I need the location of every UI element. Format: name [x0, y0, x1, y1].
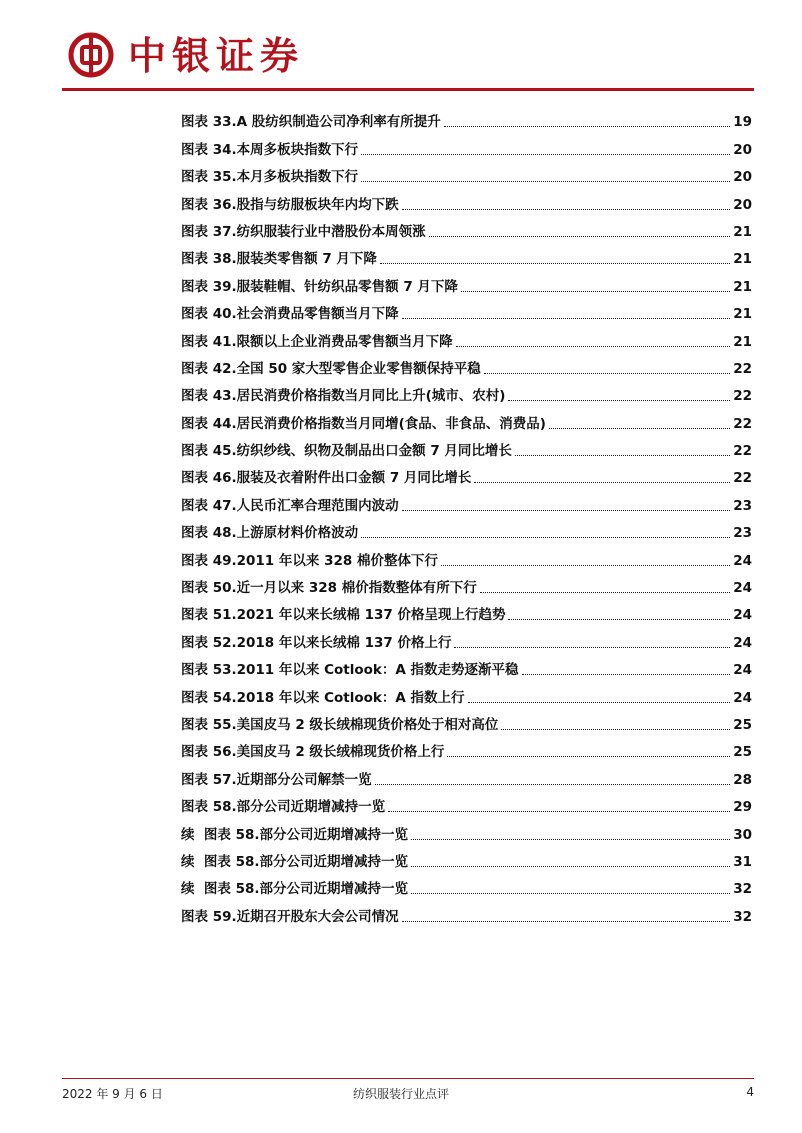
toc-dot-leader: [402, 209, 731, 210]
toc-dot-leader: [402, 921, 731, 922]
toc-entry-page: 20: [733, 169, 752, 186]
footer-divider: [62, 1078, 754, 1079]
toc-dot-leader: [380, 263, 730, 264]
toc-entry-prefix: 续: [181, 853, 204, 870]
toc-dot-leader: [447, 756, 730, 757]
toc-entry[interactable]: [181, 844, 752, 871]
toc-entry[interactable]: [181, 186, 752, 213]
toc-entry-page: 28: [733, 771, 752, 788]
toc-entry-title: 图表 38.服装类零售额 7 月下降: [181, 251, 377, 268]
toc-entry[interactable]: [181, 898, 752, 925]
toc-entry-page: 25: [733, 716, 752, 733]
toc-entry[interactable]: [181, 159, 752, 186]
toc-entry-title: 图表 55.美国皮马 2 级长绒棉现货价格处于相对高位: [181, 716, 499, 733]
toc-entry-page: 22: [733, 470, 752, 487]
toc-entry-title: 图表 41.限额以上企业消费品零售额当月下降: [181, 333, 453, 350]
toc-entry-page: 24: [733, 580, 752, 597]
toc-entry-page: 32: [733, 881, 752, 898]
toc-entry-title: 图表 54.2018 年以来 Cotlook：A 指数上行: [181, 689, 465, 706]
toc-dot-leader: [508, 619, 730, 620]
toc-entry-page: 24: [733, 552, 752, 569]
toc-entry-page: 21: [733, 223, 752, 240]
toc-entry[interactable]: [181, 761, 752, 788]
toc-dot-leader: [441, 565, 730, 566]
toc-entry-title: 图表 58.部分公司近期增减持一览: [203, 826, 409, 843]
toc-entry[interactable]: [181, 131, 752, 158]
toc-dot-leader: [411, 893, 730, 894]
toc-entry-title: 图表 57.近期部分公司解禁一览: [181, 771, 372, 788]
toc-entry-page: 24: [733, 662, 752, 679]
toc-dot-leader: [508, 400, 730, 401]
toc-dot-leader: [461, 291, 730, 292]
toc-dot-leader: [411, 839, 730, 840]
toc-dot-leader: [361, 181, 730, 182]
toc-entry-page: 21: [733, 278, 752, 295]
toc-entry-title: 图表 42.全国 50 家大型零售企业零售额保持平稳: [181, 360, 481, 377]
toc-entry[interactable]: [181, 679, 752, 706]
toc-entry-title: 图表 46.服装及衣着附件出口金额 7 月同比增长: [181, 470, 472, 487]
report-date: 2022 年 9 月 6 日: [62, 1087, 163, 1101]
toc-entry[interactable]: [181, 816, 752, 843]
toc-entry-page: 23: [733, 525, 752, 542]
toc-entry-page: 25: [733, 744, 752, 761]
toc-dot-leader: [549, 428, 730, 429]
toc-entry[interactable]: [181, 214, 752, 241]
toc-entry-page: 22: [733, 388, 752, 405]
toc-entry[interactable]: [181, 707, 752, 734]
toc-dot-leader: [474, 482, 730, 483]
toc-entry-title: 图表 51.2021 年以来长绒棉 137 价格呈现上行趋势: [181, 607, 506, 624]
toc-dot-leader: [402, 318, 731, 319]
toc-entry[interactable]: [181, 405, 752, 432]
toc-dot-leader: [361, 537, 730, 538]
toc-entry[interactable]: [181, 296, 752, 323]
toc-entry[interactable]: [181, 515, 752, 542]
toc-dot-leader: [484, 373, 730, 374]
toc-entry-page: 24: [733, 634, 752, 651]
toc-entry-prefix: 续: [181, 826, 204, 843]
toc-dot-leader: [375, 784, 731, 785]
toc-entry-title: 图表 47.人民币汇率合理范围内波动: [181, 497, 399, 514]
toc-entry-title: 图表 35.本月多板块指数下行: [181, 169, 359, 186]
toc-entry[interactable]: [181, 433, 752, 460]
toc-dot-leader: [361, 154, 730, 155]
toc-entry-page: 24: [733, 607, 752, 624]
toc-entry[interactable]: [181, 378, 752, 405]
toc-entry[interactable]: [181, 570, 752, 597]
toc-entry-page: 32: [733, 908, 752, 925]
page-number: 4: [746, 1085, 754, 1099]
toc-entry[interactable]: [181, 351, 752, 378]
toc-dot-leader: [468, 702, 731, 703]
toc-entry[interactable]: [181, 460, 752, 487]
toc-entry-title: 图表 39.服装鞋帽、针纺织品零售额 7 月下降: [181, 278, 458, 295]
toc-entry[interactable]: [181, 487, 752, 514]
toc-entry-title: 图表 52.2018 年以来长绒棉 137 价格上行: [181, 634, 452, 651]
toc-entry-title: 图表 44.居民消费价格指数当月同增(食品、非食品、消费品): [181, 415, 546, 432]
toc-entry[interactable]: [181, 597, 752, 624]
toc-entry[interactable]: [181, 734, 752, 761]
toc-dot-leader: [456, 346, 731, 347]
toc-dot-leader: [501, 729, 730, 730]
page-header: [60, 30, 760, 90]
toc-entry-page: 20: [733, 141, 752, 158]
report-type: 纺织服装行业点评: [352, 1087, 449, 1101]
toc-entry-page: 19: [733, 114, 752, 131]
toc-entry-title: 图表 37.纺织服装行业中潜股份本周领涨: [181, 223, 426, 240]
toc-entry-page: 23: [733, 497, 752, 514]
toc-dot-leader: [411, 866, 730, 867]
toc-entry[interactable]: [181, 871, 752, 898]
toc-entry-page: 29: [733, 799, 752, 816]
toc-entry-title: 图表 40.社会消费品零售额当月下降: [181, 306, 399, 323]
toc-entry-title: 图表 56.美国皮马 2 级长绒棉现货价格上行: [181, 744, 445, 761]
toc-entry-page: 30: [733, 826, 752, 843]
toc-entry-page: 21: [733, 251, 752, 268]
brand-name: 中银证券: [128, 33, 305, 78]
toc-entry[interactable]: [181, 104, 752, 131]
toc-entry-prefix: 续: [181, 881, 204, 898]
toc-entry-title: 图表 49.2011 年以来 328 棉价整体下行: [181, 552, 438, 569]
toc-entry[interactable]: [181, 789, 752, 816]
toc-entry-page: 24: [733, 689, 752, 706]
toc-entry[interactable]: [181, 268, 752, 295]
toc-entry-title: 图表 58.部分公司近期增减持一览: [181, 799, 386, 816]
toc-entry[interactable]: [181, 542, 752, 569]
header-divider: [62, 88, 754, 91]
toc-entry-page: 21: [733, 333, 752, 350]
toc-entry-page: 22: [733, 443, 752, 460]
toc-entry[interactable]: [181, 241, 752, 268]
figure-index-list: [181, 104, 752, 926]
bank-of-china-logo-icon: [68, 32, 114, 78]
toc-entry-title: 图表 45.纺织纱线、织物及制品出口金额 7 月同比增长: [181, 443, 512, 460]
toc-dot-leader: [444, 126, 730, 127]
toc-entry[interactable]: [181, 323, 752, 350]
toc-entry-title: 图表 36.股指与纺服板块年内均下跌: [181, 196, 399, 213]
toc-entry-title: 图表 58.部分公司近期增减持一览: [203, 853, 409, 870]
toc-entry[interactable]: [181, 652, 752, 679]
toc-entry-page: 22: [733, 415, 752, 432]
toc-entry-title: 图表 50.近一月以来 328 棉价指数整体有所下行: [181, 580, 477, 597]
toc-entry-page: 22: [733, 360, 752, 377]
toc-entry-page: 20: [733, 196, 752, 213]
toc-entry-title: 图表 58.部分公司近期增减持一览: [203, 881, 409, 898]
toc-entry-title: 图表 48.上游原材料价格波动: [181, 525, 359, 542]
toc-dot-leader: [515, 455, 730, 456]
toc-dot-leader: [388, 811, 730, 812]
toc-entry-title: 图表 59.近期召开股东大会公司情况: [181, 908, 399, 925]
toc-dot-leader: [522, 674, 731, 675]
toc-entry-title: 图表 53.2011 年以来 Cotlook：A 指数走势逐渐平稳: [181, 662, 519, 679]
toc-entry-page: 21: [733, 306, 752, 323]
toc-entry-title: 图表 43.居民消费价格指数当月同比上升(城市、农村): [181, 388, 506, 405]
toc-dot-leader: [480, 592, 731, 593]
toc-dot-leader: [454, 647, 730, 648]
toc-entry-title: 图表 34.本周多板块指数下行: [181, 141, 359, 158]
toc-dot-leader: [429, 236, 731, 237]
toc-entry-page: 31: [733, 853, 752, 870]
toc-entry-title: 图表 33.A 股纺织制造公司净利率有所提升: [181, 114, 441, 131]
toc-dot-leader: [402, 510, 731, 511]
toc-entry[interactable]: [181, 624, 752, 651]
